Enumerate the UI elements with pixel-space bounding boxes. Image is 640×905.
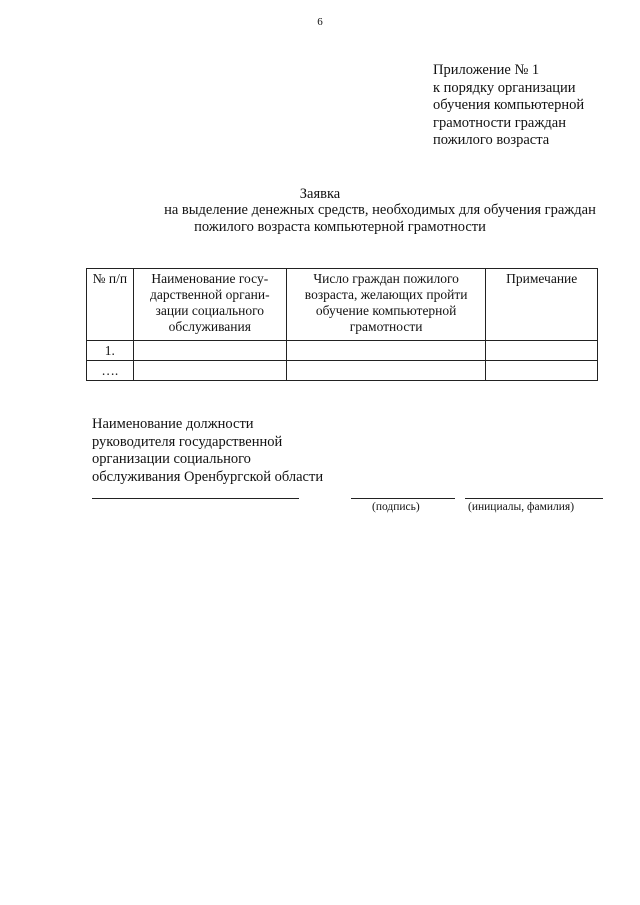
table-row	[87, 341, 598, 361]
appendix-heading	[433, 62, 633, 150]
header-number: № п/п	[87, 269, 134, 341]
request-subtitle-line: на выделение денежных средств, необходимых для обучения граждан	[164, 202, 596, 218]
request-subtitle	[60, 202, 620, 236]
header-citizen-count: Число граждан пожилого возраста, желающих пройти обучение компьютерной грамотности	[286, 269, 486, 341]
name-caption: (инициалы, фамилия)	[468, 501, 575, 513]
signature-caption: (подпись)	[372, 501, 420, 513]
position-signature-line	[92, 498, 299, 499]
position-line: организации социального	[92, 451, 251, 468]
table-header-row	[87, 269, 598, 341]
header-organization: Наименование госу-дарственной органи-зации социального обслуживания	[133, 269, 286, 341]
table-cell	[133, 341, 286, 361]
table-cell	[286, 341, 486, 361]
table-cell	[486, 341, 598, 361]
table-cell	[286, 361, 486, 381]
signature-line	[351, 498, 455, 499]
appendix-line: к порядку организации	[433, 79, 576, 96]
position-line: руководителя государственной	[92, 433, 283, 450]
request-title: Заявка	[299, 186, 341, 202]
table-row	[87, 361, 598, 381]
appendix-line: грамотности граждан	[433, 114, 566, 131]
table-cell: 1.	[87, 341, 134, 361]
position-line: обслуживания Оренбургской области	[92, 468, 324, 485]
header-note: Примечание	[486, 269, 598, 341]
appendix-line: обучения компьютерной	[433, 97, 585, 114]
request-subtitle-line: пожилого возраста компьютерной грамотности	[194, 219, 486, 235]
position-title	[92, 416, 323, 486]
name-line	[465, 498, 603, 499]
table-cell: ….	[87, 361, 134, 381]
appendix-line: пожилого возраста	[433, 132, 550, 149]
position-line: Наименование должности	[92, 416, 254, 432]
page-number: 6	[317, 16, 323, 28]
table-cell	[133, 361, 286, 381]
request-table	[86, 268, 598, 381]
table-cell	[486, 361, 598, 381]
appendix-line: Приложение № 1	[433, 62, 540, 78]
